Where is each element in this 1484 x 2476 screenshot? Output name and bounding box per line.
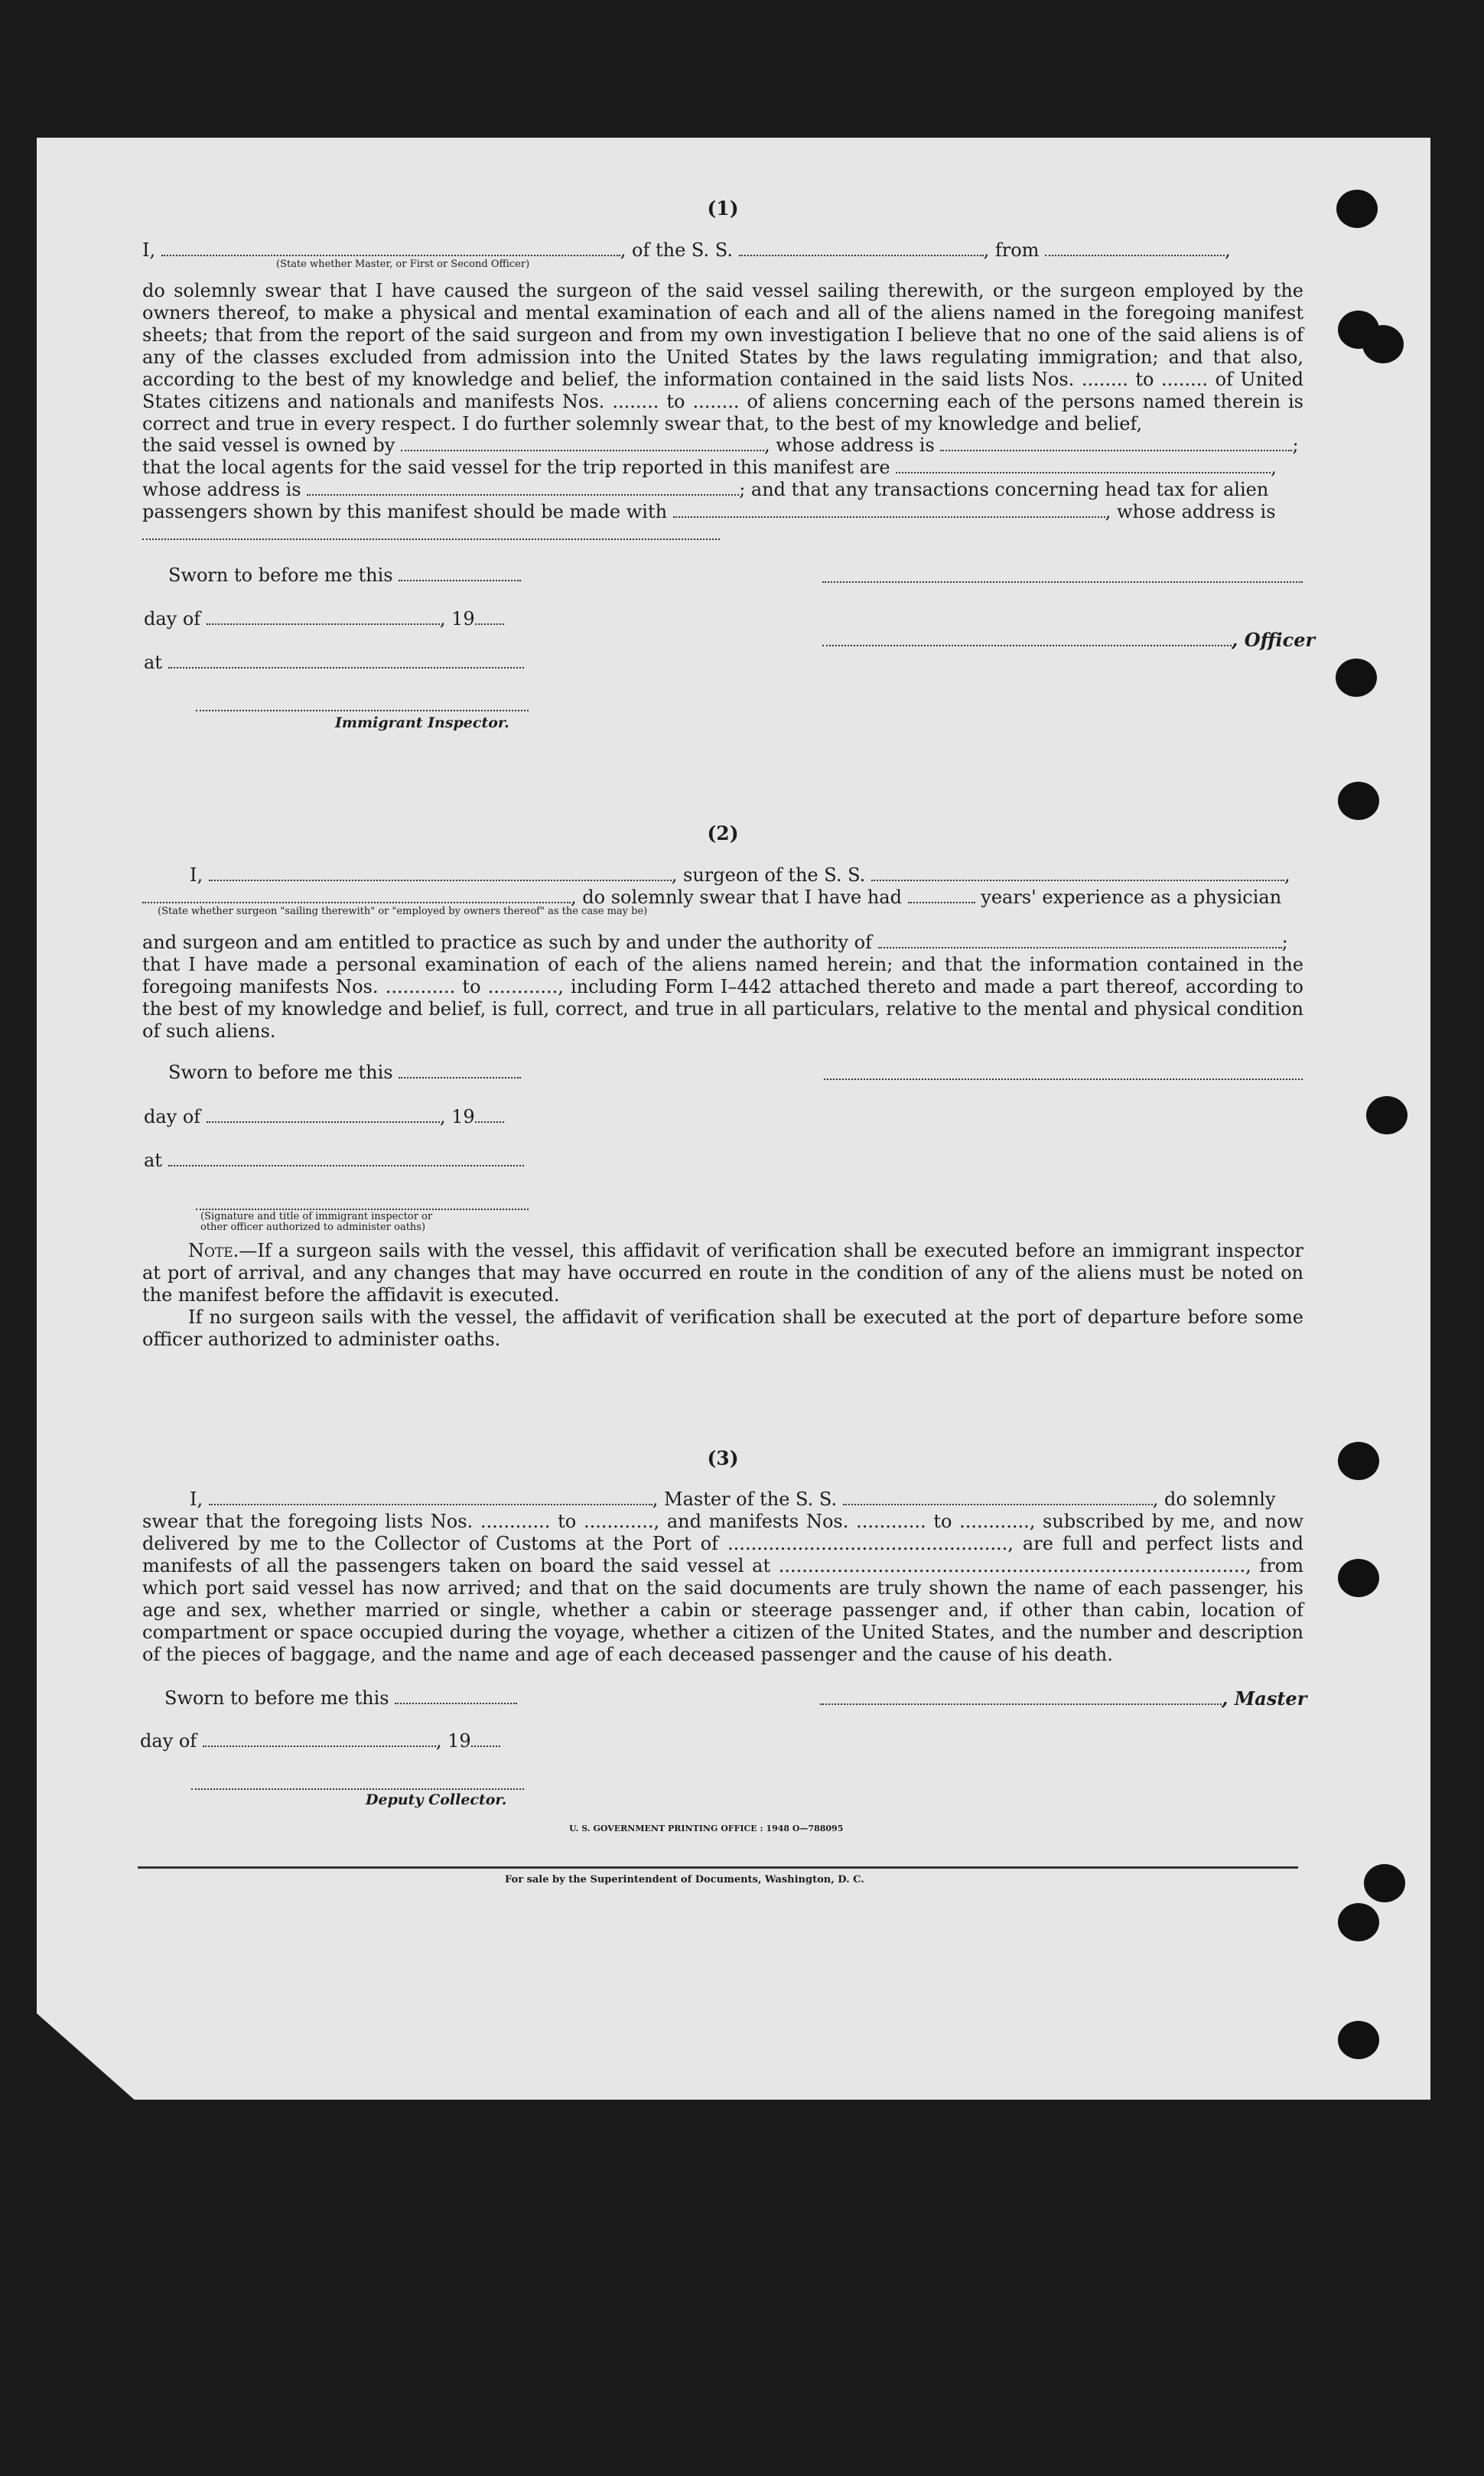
s2-year-field[interactable] [475, 1108, 504, 1123]
s2-surgeon-type-field[interactable] [142, 888, 571, 903]
s1-at-label: at [144, 652, 162, 673]
s2-day-of-label: day of [144, 1106, 201, 1127]
s2-sig-note-1: (Signature and title of immigrant inspector or [200, 1211, 433, 1222]
s1-day-field[interactable] [207, 610, 440, 625]
s2-surgeon-of-label: , surgeon of the S. S. [671, 864, 866, 886]
s1-sworn [168, 565, 521, 586]
s1-comma: , [1225, 239, 1231, 261]
s3-master [820, 1687, 1307, 1710]
for-sale-line: For sale by the Superintendent of Documents, Washington, D. C. [505, 1874, 864, 1885]
s3-master-signature-field[interactable] [820, 1690, 1222, 1705]
s1-sworn-label: Sworn to before me this [168, 565, 393, 586]
punch-hole-10 [1338, 1903, 1379, 1941]
s1-passengers-text: passengers shown by this manifest should be made with [142, 501, 668, 522]
s1-owned-by-label: the said vessel is owned by [142, 434, 395, 456]
s1-owner-lines [142, 434, 1303, 545]
s1-day-of-label: day of [144, 608, 201, 630]
s1-head-tax-text: ; and that any transactions concerning head tax for alien [739, 479, 1269, 500]
s1-owner-field[interactable] [401, 436, 764, 451]
s3-master-of-label: , Master of the S. S. [652, 1489, 838, 1510]
s3-master-name-field[interactable] [209, 1490, 653, 1505]
s1-officer-label: , Officer [1232, 629, 1316, 651]
s2-note-label: Note. [188, 1240, 239, 1261]
s1-year-label: , 19 [439, 608, 475, 630]
s1-address-label: , whose address is [763, 434, 935, 456]
s2-authority-field[interactable] [878, 933, 1282, 948]
s2-surgeon-signature-line[interactable] [824, 1079, 1303, 1080]
s2-years-field[interactable] [908, 888, 975, 903]
s2-signature-note [200, 1212, 432, 1233]
punch-hole-8 [1338, 1559, 1379, 1597]
s2-semicolon: ; [1281, 932, 1288, 953]
s1-head-tax-address-field[interactable] [142, 525, 720, 540]
punch-hole-11 [1338, 2021, 1379, 2059]
s1-at-field[interactable] [168, 653, 524, 669]
s1-comma2: , [1271, 457, 1277, 478]
s2-surgeon-name-field[interactable] [209, 866, 672, 881]
s3-day-of-label: day of [140, 1730, 197, 1752]
s1-ss-label: , of the S. S. [620, 239, 733, 261]
s2-sworn-date-field[interactable] [399, 1063, 521, 1079]
s2-note-text-2: If no surgeon sails with the vessel, the affidavit of verification shall be executed at the port of departure before some officer authorized to administer oaths. [142, 1306, 1303, 1350]
s2-authority-label: and surgeon and am entitled to practice as such by and under the authority of [142, 932, 872, 953]
s3-i-label: I, [190, 1489, 203, 1510]
s1-agents-field[interactable] [896, 458, 1271, 473]
s1-address-label3: , whose address is [1105, 501, 1276, 522]
s1-officer-note: (State whether Master, or First or Second Officer) [276, 259, 530, 270]
punch-hole-9 [1364, 1864, 1405, 1902]
s1-agents-address-field[interactable] [307, 480, 739, 496]
section-2-header [142, 864, 1303, 917]
s2-note [142, 1240, 1303, 1351]
s3-year-label: , 19 [435, 1730, 471, 1752]
s3-solemnly-label: , do solemnly [1152, 1489, 1276, 1510]
s2-paragraph: that I have made a personal examination of each of the aliens named herein; and that the information contained in the foregoing manifests Nos. ............ to ............, including Form I–442 attached thereto and made a part thereof, according to the best of my knowledge and belief, is full, correct, and true in all particulars, relative to the mental and physical condition of such aliens. [142, 954, 1303, 1042]
s1-address-label2: whose address is [142, 479, 301, 500]
punch-hole-3 [1362, 325, 1404, 363]
s2-ship-field[interactable] [871, 866, 1284, 881]
s2-sworn [168, 1062, 521, 1083]
s3-day-field[interactable] [203, 1732, 436, 1747]
s2-at-label: at [144, 1150, 162, 1171]
s1-officer-field[interactable] [161, 241, 620, 256]
s3-day-of [140, 1730, 500, 1752]
punch-hole-5 [1338, 782, 1379, 820]
s2-authority-line [142, 932, 1303, 954]
s3-sworn [164, 1687, 517, 1709]
punch-hole-7 [1338, 1442, 1379, 1480]
s2-surgeon-note: (State whether surgeon "sailing therewith" or "employed by owners thereof" as the case may be) [158, 906, 648, 917]
s2-day-of [144, 1106, 504, 1127]
s1-year-field[interactable] [475, 610, 504, 625]
s1-head-tax-party-field[interactable] [673, 503, 1105, 518]
s2-sworn-label: Sworn to before me this [168, 1062, 393, 1083]
s2-i-label: I, [190, 864, 203, 886]
s1-semicolon: ; [1292, 434, 1299, 456]
s3-ship-field[interactable] [843, 1490, 1153, 1505]
s2-sig-note-2: other officer authorized to administer oaths) [200, 1222, 426, 1233]
s1-officer-signature-line[interactable] [822, 581, 1303, 583]
section-3-header [142, 1489, 1303, 1511]
section-2-number: (2) [707, 822, 739, 844]
s1-immigrant-inspector: Immigrant Inspector. [335, 714, 509, 731]
s1-owner-address-field[interactable] [940, 436, 1292, 451]
s1-ship-field[interactable] [739, 241, 984, 256]
punch-hole-6 [1366, 1096, 1408, 1134]
footer-rule [138, 1866, 1298, 1869]
s2-at [144, 1150, 524, 1171]
s1-day-of [144, 608, 504, 630]
s3-deputy-collector: Deputy Collector. [366, 1791, 507, 1808]
s1-at [144, 652, 524, 673]
s2-inspector-signature-line[interactable] [196, 1209, 529, 1210]
s3-paragraph: swear that the foregoing lists Nos. ............ to ............, and manifests Nos. ............ to ............, subscribed by me, and now delivered by me to the Collector of Customs at the Port of ................................................, are full and perfect lists and manifests of all the passengers taken on board the said vessel at ................................................................................, from which port said vessel has now arrived; and that on the said documents are truly shown the name of each passenger, his age and sex, whether married or single, whether a cabin or steerage passenger and, if other than cabin, location of compartment or space occupied during the voyage, whether a citizen of the United States, and the number and description of the pieces of baggage, and the name and age of each deceased passenger and the cause of his death. [142, 1511, 1303, 1665]
s2-solemnly-label: , do solemnly swear that I have had [571, 887, 902, 908]
s1-from-field[interactable] [1045, 241, 1225, 256]
s1-local-agents-label: that the local agents for the said vessel for the trip reported in this manifest are [142, 457, 890, 478]
s2-comma: , [1284, 864, 1290, 886]
punch-hole-4 [1336, 659, 1377, 697]
printing-office-imprint: U. S. GOVERNMENT PRINTING OFFICE : 1948 O—788095 [569, 1824, 844, 1833]
s2-note-text-1: —If a surgeon sails with the vessel, this affidavit of verification shall be executed before an immigrant inspector at port of arrival, and any changes that may have occurred en route in the condition of any of the aliens must be noted on the manifest before the affidavit is executed. [142, 1240, 1303, 1306]
punch-hole-1 [1336, 190, 1378, 228]
s1-sworn-date-field[interactable] [399, 566, 521, 581]
s3-sworn-date-field[interactable] [395, 1689, 517, 1704]
s2-day-field[interactable] [207, 1108, 440, 1123]
s3-sworn-label: Sworn to before me this [164, 1687, 389, 1709]
s3-collector-signature-line[interactable] [191, 1788, 524, 1790]
s1-from-label: , from [983, 239, 1040, 261]
s1-officer [822, 629, 1315, 651]
section-1-number: (1) [707, 197, 739, 220]
s2-at-field[interactable] [168, 1151, 524, 1166]
s1-officer-name-field[interactable] [822, 631, 1232, 646]
s1-inspector-signature-line[interactable] [196, 710, 529, 711]
section-1-header [142, 239, 1303, 270]
s1-i-label: I, [142, 239, 156, 261]
section-3-number: (3) [707, 1447, 739, 1469]
s3-year-field[interactable] [471, 1732, 500, 1747]
s2-year-label: , 19 [439, 1106, 475, 1127]
s3-master-label: , Master [1222, 1687, 1307, 1710]
s1-paragraph: do solemnly swear that I have caused the surgeon of the said vessel sailing therewith, or the surgeon employed by the owners thereof, to make a physical and mental examination of each and all of the aliens named in the foregoing manifest sheets; that from the report of the said surgeon and from my own investigation I believe that no one of the said aliens is of any of the classes excluded from admission into the United States by the laws regulating immigration; and that also, according to the best of my knowledge and belief, the information contained in the said lists Nos. ........ to ........ of United States citizens and nationals and manifests Nos. ........ to ........ of aliens concerning each of the persons named therein is correct and true in every respect. I do further solemnly swear that, to the best of my knowledge and belief, [142, 280, 1303, 434]
s2-years-label: years' experience as a physician [981, 887, 1282, 908]
